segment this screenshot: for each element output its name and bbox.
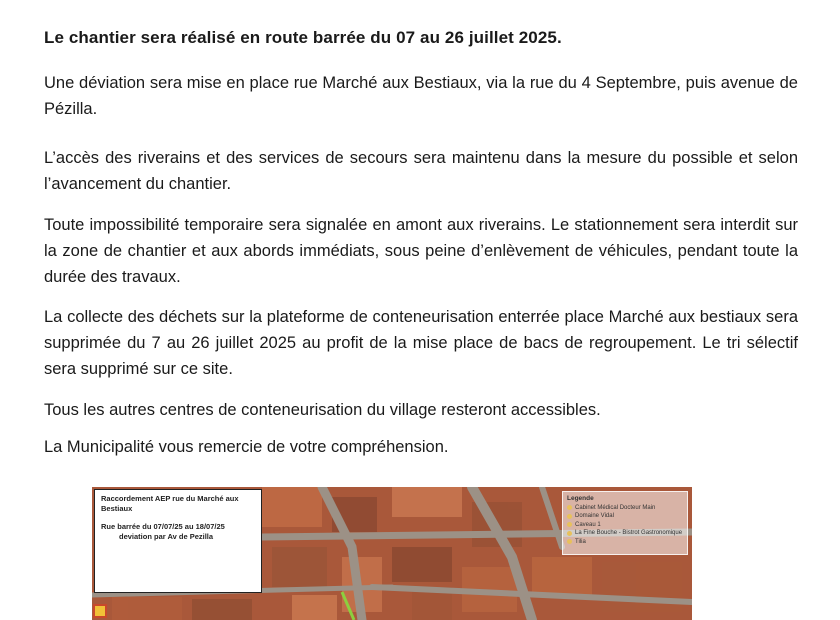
legend-item-label: Caveau 1 bbox=[575, 521, 601, 528]
map-legend bbox=[562, 491, 688, 555]
legend-item bbox=[567, 529, 683, 538]
paragraph-thanks: La Municipalité vous remercie de votre compréhension. bbox=[44, 438, 449, 456]
map-info-title: Raccordement AEP rue du Marché aux Bestiaux bbox=[101, 494, 239, 513]
legend-item bbox=[567, 538, 683, 547]
legend-item-label: Tilia bbox=[575, 538, 586, 545]
legend-marker-icon bbox=[567, 539, 572, 544]
legend-item-label: La Fine Bouche - Bistrot Gastronomique bbox=[575, 530, 683, 536]
map-info-box bbox=[94, 489, 262, 593]
paragraph-waste: La collecte des déchets sur la plateforme de conteneurisation enterrée place Marché aux bestiaux sera supprimée du 7 au 26 juillet 2025 au profit de la mise place de bacs de regroupement. Le tri sélectif sera supprimé sur ce site. bbox=[44, 308, 798, 378]
legend-marker-icon bbox=[567, 505, 572, 510]
legend-item-label: Cabinet Médical Docteur Main bbox=[575, 504, 656, 511]
legend-marker-icon bbox=[567, 522, 572, 527]
paragraph-parking: Toute impossibilité temporaire sera signalée en amont aux riverains. Le stationnement sera interdit sur la zone de chantier et aux abords immédiats, sous peine d’enlèvement de véhicules, pendant toute la durée des travaux. bbox=[44, 216, 798, 286]
legend-item bbox=[567, 504, 683, 513]
paragraph-other-centers: Tous les autres centres de conteneurisation du village resteront accessibles. bbox=[44, 401, 601, 419]
aerial-map bbox=[92, 487, 692, 620]
legend-marker-icon bbox=[567, 514, 572, 519]
legend-item bbox=[567, 512, 683, 521]
legend-item bbox=[567, 521, 683, 530]
paragraph-access: L’accès des riverains et des services de secours sera maintenu dans la mesure du possible et selon l’avancement du chantier. bbox=[44, 149, 798, 193]
legend-marker-icon bbox=[567, 531, 572, 536]
legend-title: Legende bbox=[567, 495, 594, 502]
legend-item-label: Domaine Vidal bbox=[575, 513, 614, 519]
map-info-dates: Rue barrée du 07/07/25 au 18/07/25 bbox=[101, 522, 225, 531]
notice-heading: Le chantier sera réalisé en route barrée du 07 au 26 juillet 2025. bbox=[44, 28, 562, 47]
paragraph-detour: Une déviation sera mise en place rue Marché aux Bestiaux, via la rue du 4 Septembre, puis avenue de Pézilla. bbox=[44, 74, 798, 118]
map-info-detour: deviation par Av de Pezilla bbox=[119, 532, 214, 541]
